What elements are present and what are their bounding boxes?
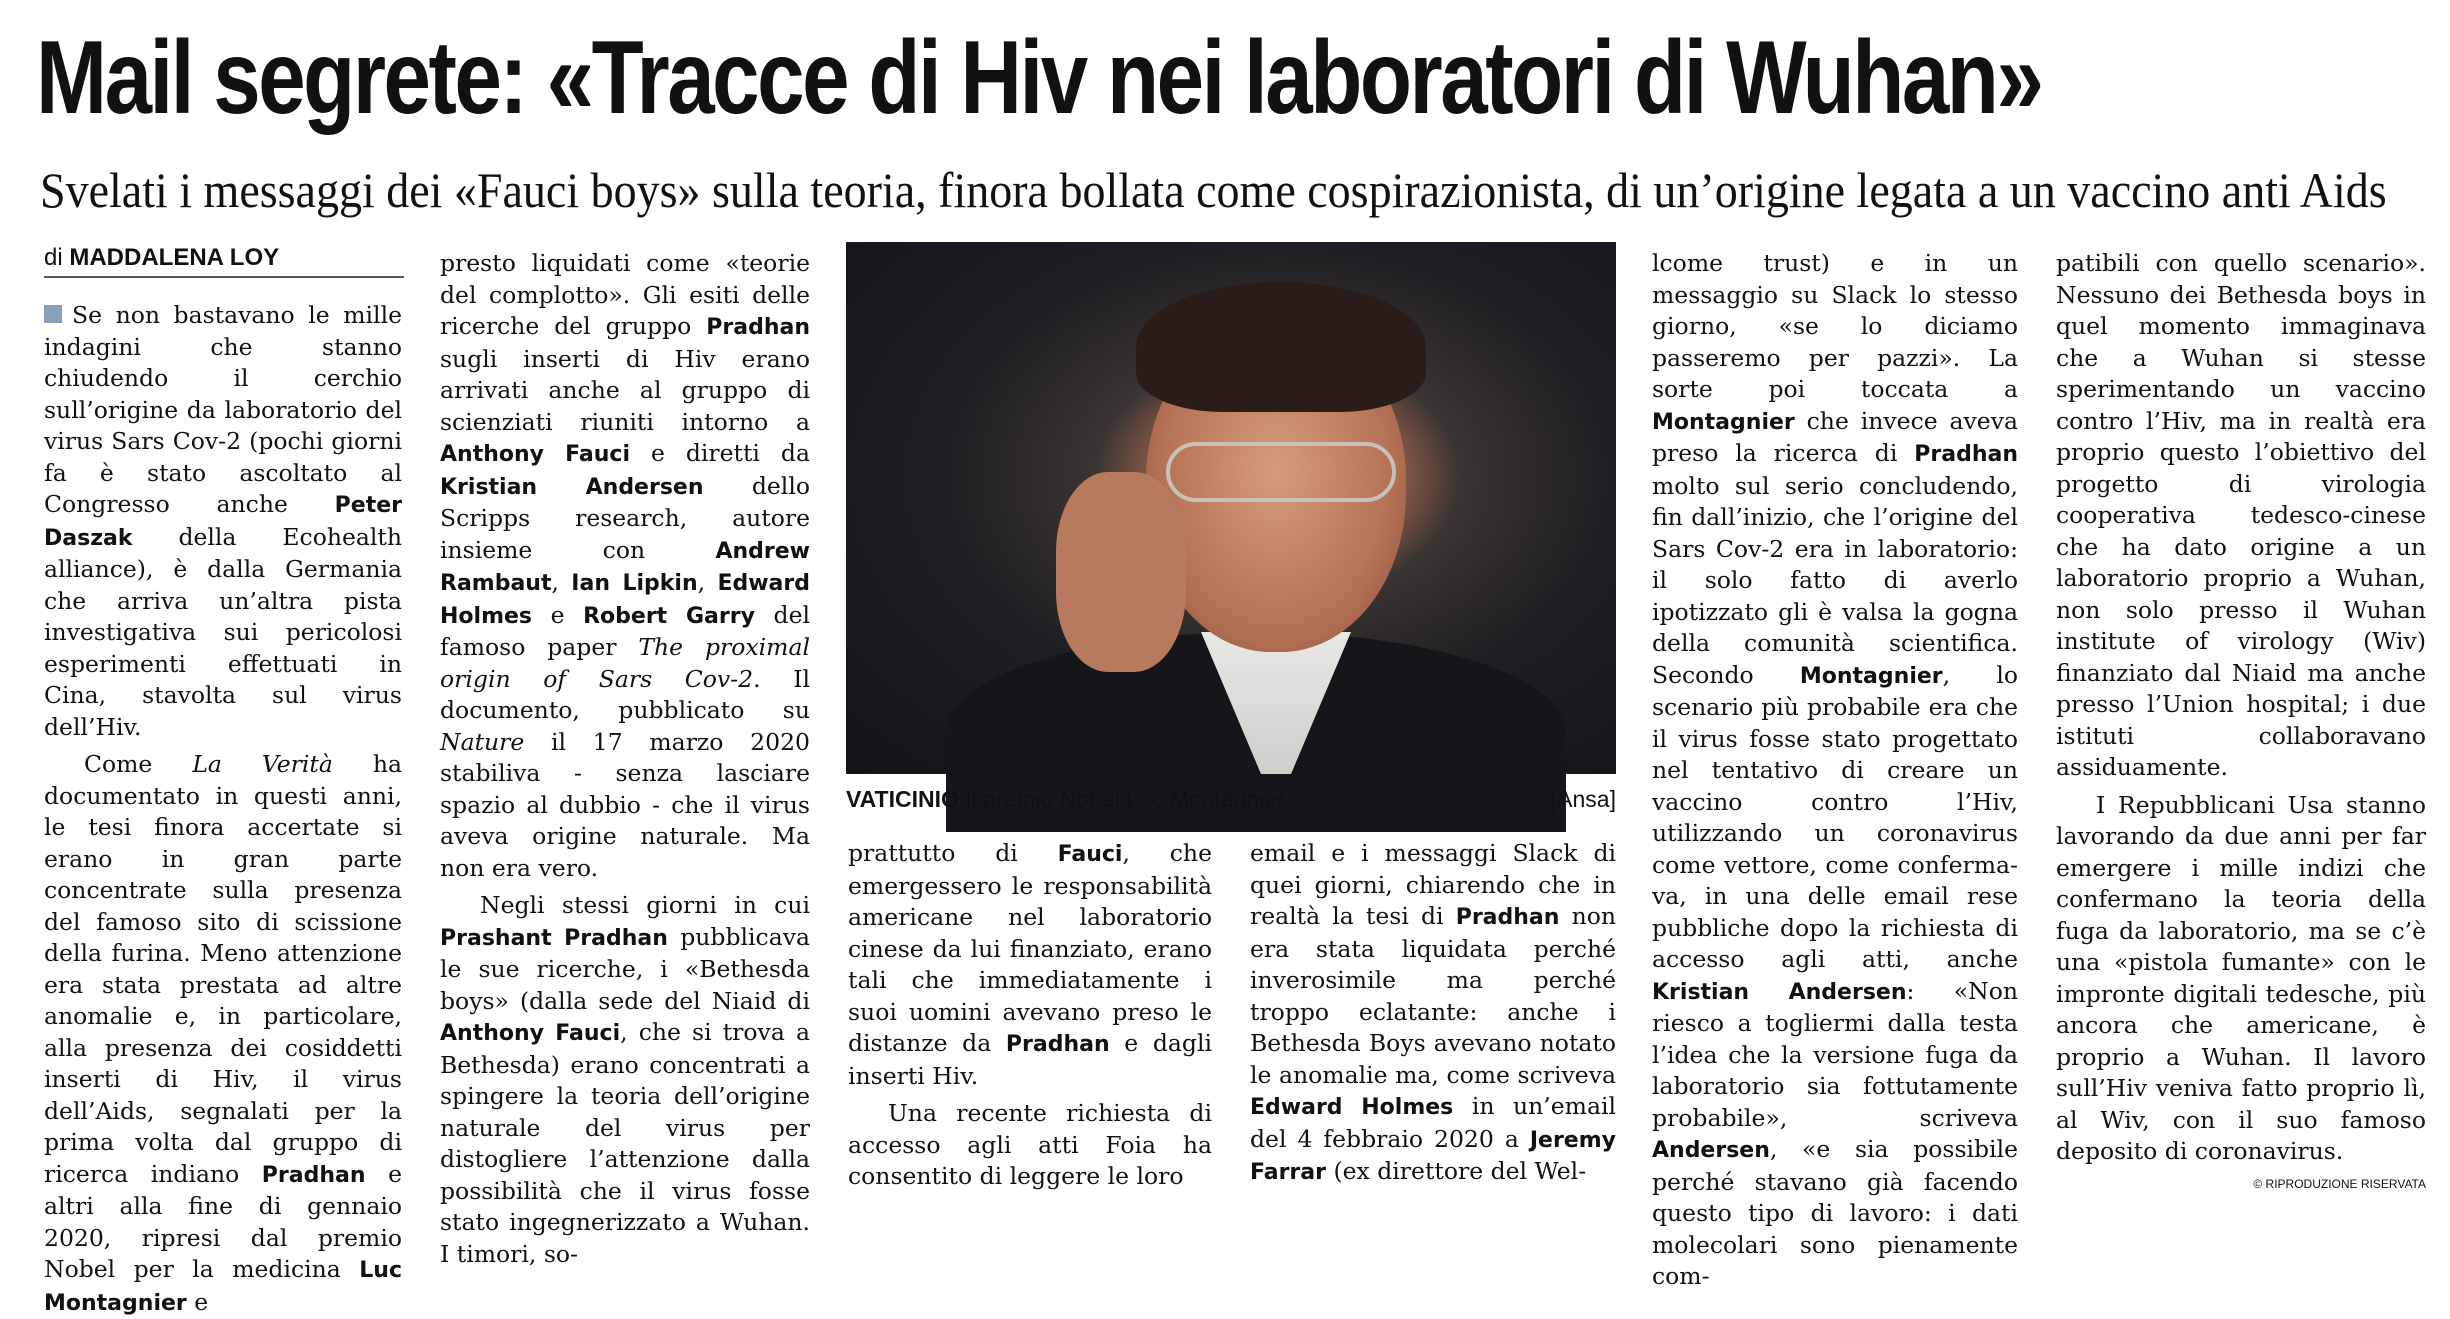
copyright-notice: © RIPRODUZIONE RISERVATA xyxy=(2253,1177,2426,1191)
photo-glasses-shape xyxy=(1166,442,1396,502)
byline-author: MADDALENA LOY xyxy=(69,244,280,271)
article-photo xyxy=(846,242,1616,774)
photo-hand-shape xyxy=(1056,472,1186,672)
subheadline: Svelati i messaggi dei «Fauci boys» sulla teoria, finora bollata come cospirazionista, di un’origine legata a un vaccino anti Aids xyxy=(40,162,2387,218)
article-column-4 xyxy=(1250,838,1616,1190)
byline-prefix: di xyxy=(44,244,63,271)
article-column-6 xyxy=(2056,248,2426,1166)
paragraph: Una recente richiesta di accesso agli atti Foia ha consentito di leggere le loro xyxy=(848,1099,1212,1190)
paragraph: Se non bastavano le mille indagini che stanno chiudendo il cerchio sull’origine da laboratorio del virus Sars Cov-2 (pochi giorni fa è stato ascoltato al Congresso anche Peter Daszak della Ecohealth alliance), è dalla Germania che arriva un’altra pista investigativa sui pericolosi esperimenti effettuati in Cina, stavolta sul virus dell’Hiv. xyxy=(44,301,402,741)
paragraph: presto liquidati come «teorie del complotto». Gli esiti delle ricerche del gruppo Pradhan sugli inserti di Hiv erano arrivati anche al gruppo di scienziati riuniti intorno a Anthony Fauci e diretti da Kristian Andersen dello Scripps research, autore insieme con Andrew Rambaut, Ian Lipkin, Edward Holmes e Robert Garry del famoso paper The proximal origin of Sars Cov-2. Il documento, pubblicato su Nature il 17 marzo 2020 stabiliva - senza lasciare spazio al dubbio - che il virus aveva origine naturale. Ma non era vero. xyxy=(440,249,810,882)
headline: Mail segrete: «Tracce di Hiv nei laboratori di Wuhan» xyxy=(36,20,2042,136)
paragraph: lcome trust) e in un messaggio su Slack lo stesso giorno, «se lo diciamo passeremo per pazzi». La sorte poi toccata a Montagnier che invece aveva preso la ricerca di Pradhan molto sul serio concludendo, fin dall’inizio, che l’origine del Sars Cov-2 era in laboratorio: il solo fatto di averlo ipotizzato gli è valsa la gogna della comunità scientifica. Secondo Montagnier, lo scenario più probabile era che il virus fosse stato progettato nel tentativo di creare un vaccino contro l’Hiv, utilizzando un coronavirus come vettore, come conferma-va, in una delle email rese pubbliche dopo la richiesta di accesso agli atti, anche Kristian Andersen: «Non riesco a togliermi dalla testa l’idea che la versione fuga da laboratorio sia fottutamente probabile», scriveva Andersen, «e sia possibile perché stavano già facendo questo tipo di lavoro: i dati molecolari sono pienamente com- xyxy=(1652,249,2018,1290)
article-column-2 xyxy=(440,248,810,1268)
paragraph: email e i messaggi Slack di quei giorni, chiarendo che in realtà la tesi di Pradhan non era stata liquidata perché inverosimile ma perché troppo eclatante: anche i Bethesda Boys avevano notato le anomalie ma, come scriveva Edward Holmes in un’email del 4 febbraio 2020 a Jeremy Farrar (ex direttore del Wel- xyxy=(1250,839,1617,1185)
byline xyxy=(44,240,404,278)
article-column-5 xyxy=(1652,248,2018,1290)
caption-text: Il premio Nobel Luc Montagnier xyxy=(965,786,1285,812)
paragraph: prattutto di Fauci, che emergessero le responsabilità americane nel laboratorio cinese da lui finanziato, erano tali che immediatamente i suoi uomini avevano preso le distanze da Pradhan e dagli inserti Hiv. xyxy=(848,839,1212,1090)
article-column-3 xyxy=(848,838,1212,1190)
caption-label: VATICINIO xyxy=(846,786,959,812)
paragraph: Negli stessi giorni in cui Prashant Pradhan pubblicava le sue ricerche, i «Bethesda boys» (dalla sede del Niaid di Anthony Fauci, che si trova a Bethesda) erano concentrati a spingere la teoria dell’origine naturale del virus per distogliere l’attenzione dalla possibilità che il virus fosse stato ingegnerizzato a Wuhan. I timori, so- xyxy=(440,891,810,1268)
paragraph: Come La Verità ha documentato in questi anni, le tesi finora accertate si erano in gran parte concentrate sulla presenza del famoso sito di scissione della furina. Meno attenzione era stata prestata ad altre anomalie e, in particolare, alla presenza dei cosiddetti inserti di Hiv, il virus dell’Aids, segnalati per la prima volta dal gruppo di ricerca indiano Pradhan e altri alla fine di gennaio 2020, ripresi dal premio Nobel per la medicina Luc Montagnier e xyxy=(44,750,402,1316)
paragraph: patibili con quello scenario». Nessuno dei Bethesda boys in quel momento immaginava che a Wuhan si stesse sperimentando un vaccino contro l’Hiv, ma in realtà era proprio questo l’obiettivo del progetto di virologia cooperativa tedesco-cinese che ha dato origine a un laboratorio proprio a Wuhan, non solo presso il Wuhan institute of virology (Wiv) finanziato dal Niaid ma anche presso l’Union hospital; i due istituti collaboravano assiduamente. xyxy=(2056,249,2426,781)
paragraph: I Repubblicani Usa stanno lavorando da due anni per far emergere i mille indizi che confermano la teoria della fuga da laboratorio, ma se c’è una «pistola fumante» con le impronte digitali tedesche, più ancora che americane, è proprio a Wuhan. Il lavoro sull’Hiv veniva fatto proprio lì, al Wiv, con il suo famoso deposito di coronavirus. xyxy=(2056,790,2426,1165)
square-bullet-icon xyxy=(44,305,62,323)
photo-credit: [Ansa] xyxy=(1550,786,1616,812)
photo-caption xyxy=(846,782,1616,816)
article-column-1 xyxy=(44,300,402,1316)
photo-hair-shape xyxy=(1136,282,1426,412)
